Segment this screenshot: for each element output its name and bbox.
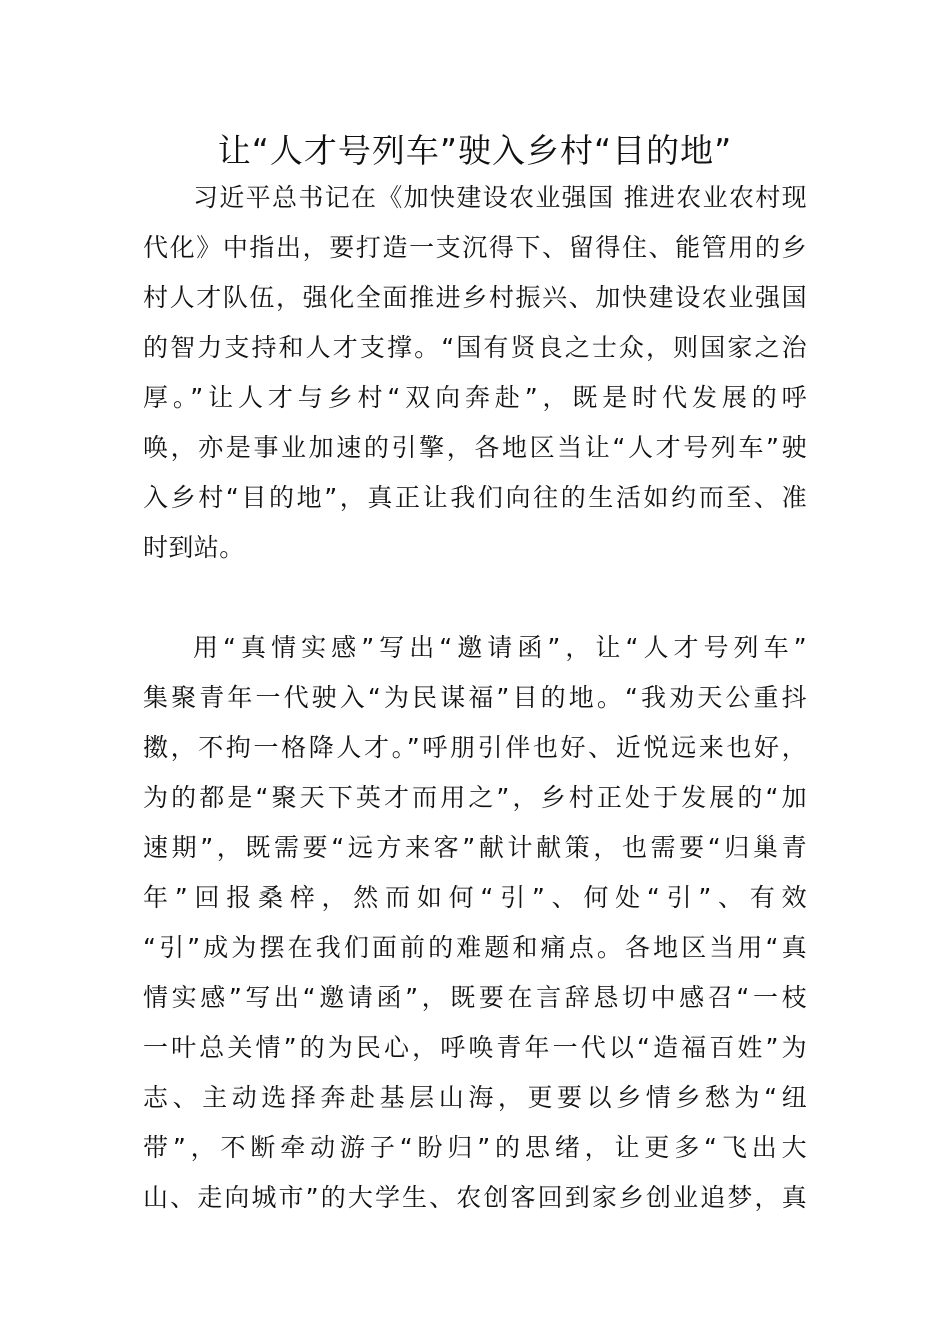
paragraph-line: 志、主动选择奔赴基层山海，更要以乡情乡愁为“纽	[143, 1083, 807, 1112]
paragraph-line: “引”成为摆在我们面前的难题和痛点。各地区当用“真	[143, 933, 807, 962]
document-title: 让“人才号列车”驶入乡村“目的地”	[217, 131, 733, 170]
paragraph-line: 时到站。	[143, 533, 245, 562]
paragraph-line: 习近平总书记在《加快建设农业强国 推进农业农村现	[193, 183, 807, 212]
paragraph-line: 为的都是“聚天下英才而用之”，乡村正处于发展的“加	[143, 783, 807, 812]
paragraph-line: 代化》中指出，要打造一支沉得下、留得住、能管用的乡	[143, 233, 807, 262]
paragraph-line: 速期”，既需要“远方来客”献计献策，也需要“归巢青	[143, 833, 807, 862]
paragraph-line: 山、走向城市”的大学生、农创客回到家乡创业追梦，真	[143, 1183, 807, 1212]
paragraph-line: 厚。”让人才与乡村“双向奔赴”，既是时代发展的呼	[143, 383, 807, 412]
paragraph-line: 集聚青年一代驶入“为民谋福”目的地。“我劝天公重抖	[143, 683, 807, 712]
paragraph-line: 擞，不拘一格降人才。”呼朋引伴也好、近悦远来也好，	[143, 733, 807, 762]
paragraph-line: 的智力支持和人才支撑。“国有贤良之士众，则国家之治	[143, 333, 807, 362]
paragraph-line: 村人才队伍，强化全面推进乡村振兴、加快建设农业强国	[143, 283, 807, 312]
paragraph-line: 情实感”写出“邀请函”，既要在言辞恳切中感召“一枝	[143, 983, 807, 1012]
paragraph-line: 入乡村“目的地”，真正让我们向往的生活如约而至、准	[143, 483, 807, 512]
paragraph-line: 唤，亦是事业加速的引擎，各地区当让“人才号列车”驶	[143, 433, 807, 462]
paragraph-line: 一叶总关情”的为民心，呼唤青年一代以“造福百姓”为	[143, 1033, 807, 1062]
paragraph-line: 带”，不断牵动游子“盼归”的思绪，让更多“飞出大	[143, 1133, 807, 1162]
paragraph-line: 用“真情实感”写出“邀请函”，让“人才号列车”	[193, 633, 807, 662]
paragraph-line: 年”回报桑梓，然而如何“引”、何处“引”、有效	[143, 883, 807, 912]
